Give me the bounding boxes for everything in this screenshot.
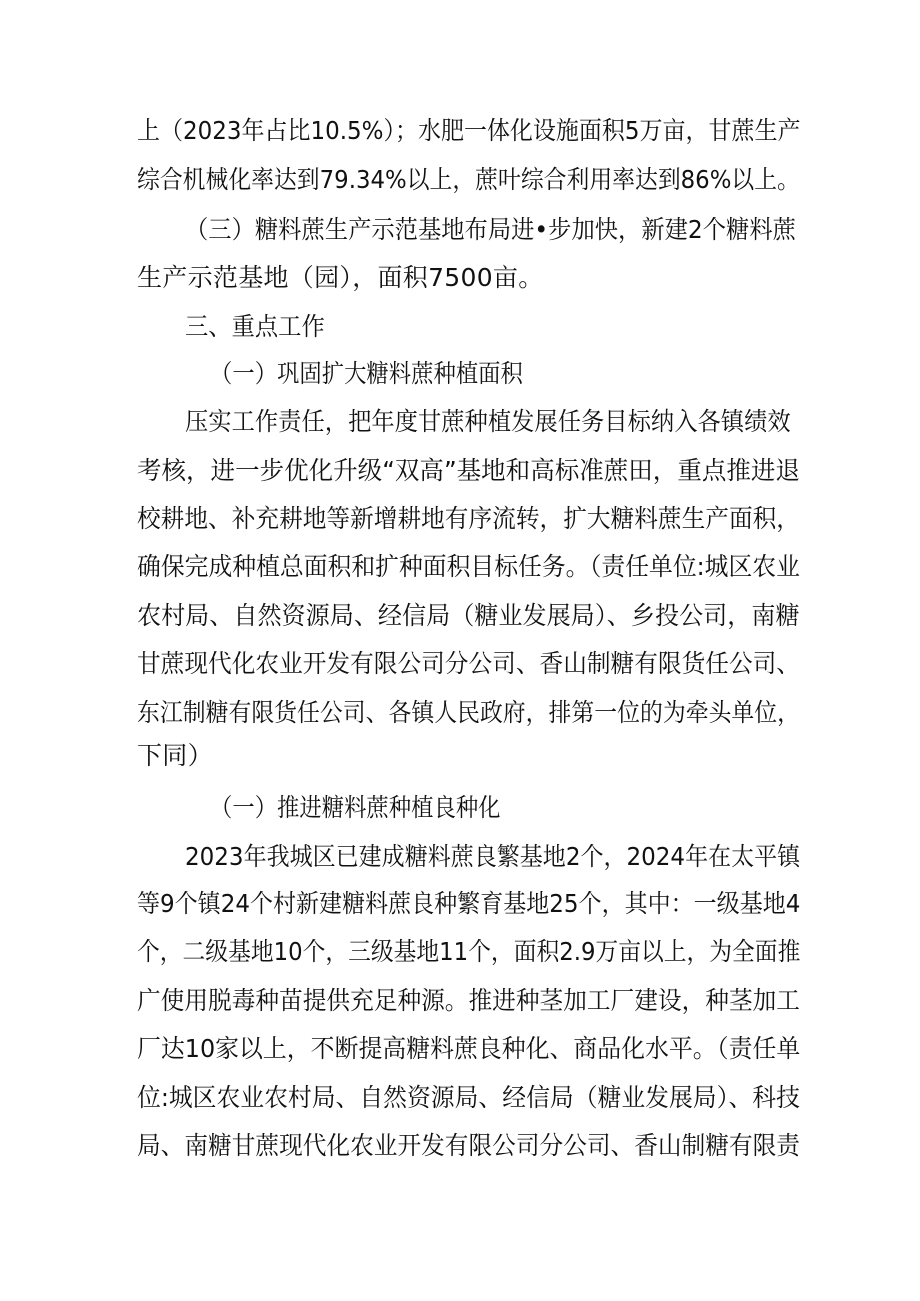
- text-line: 局、南糖甘蔗现代化农业开发有限公司分公司、香山制糖有限责: [137, 1131, 800, 1160]
- text-line: 上（2023年占比10.5%）；水肥一体化设施面积5万亩，甘蔗生产: [137, 116, 801, 145]
- text-line: 东江制糖有限货任公司、各镇人民政府，排第一位的为牵头单位，: [137, 698, 801, 727]
- text-line: 个，二级基地10个，三级基地11个，面积2.9万亩以上，为全面推: [137, 937, 801, 966]
- text-line: 确保完成种植总面积和扩种面积目标任务。（责任单位:城区农业: [137, 552, 800, 581]
- section-heading: 三、重点工作: [185, 312, 325, 341]
- subsection-heading: （一）推进糖料蔗种植良种化: [210, 793, 501, 822]
- text-line: （三）糖料蔗生产示范基地布局进•步加快，新建2个糖料蔗: [185, 215, 796, 244]
- text-line: 位:城区农业农村局、自然资源局、经信局（糖业发展局）、科技: [137, 1083, 800, 1112]
- text-line: 等9个镇24个村新建糖料蔗良种繁育基地25个，其中：一级基地4: [137, 889, 801, 918]
- text-line: 考核，进一步优化升级“双高”基地和高标准蔗田，重点推进退: [137, 456, 800, 485]
- subsection-heading: （一）巩固扩大糖料蔗种植面积: [210, 359, 523, 388]
- text-line: 甘蔗现代化农业开发有限公司分公司、香山制糖有限货任公司、: [137, 649, 800, 678]
- text-line: 校耕地、补充耕地等新增耕地有序流转，扩大糖料蔗生产面积，: [137, 504, 800, 533]
- text-line: 厂达10家以上，不断提高糖料蔗良种化、商品化水平。（责任单: [137, 1034, 801, 1063]
- text-line: 综合机械化率达到79.34%以上，蔗叶综合利用率达到86%以上。: [137, 165, 800, 194]
- text-line: 压实工作责任，把年度甘蔗种植发展任务目标纳入各镇绩效: [185, 407, 791, 436]
- text-line: 生产示范基地（园），面积7500亩。: [137, 263, 544, 292]
- text-line: 2023年我城区已建成糖料蔗良繁基地2个，2024年在太平镇: [185, 842, 801, 871]
- text-line: 广使用脱毒种苗提供充足种源。推进种茎加工厂建设，种茎加工: [137, 986, 800, 1015]
- text-line: 农村局、自然资源局、经信局（糖业发展局）、乡投公司，南糖: [137, 601, 800, 630]
- text-line: 下同）: [137, 741, 213, 770]
